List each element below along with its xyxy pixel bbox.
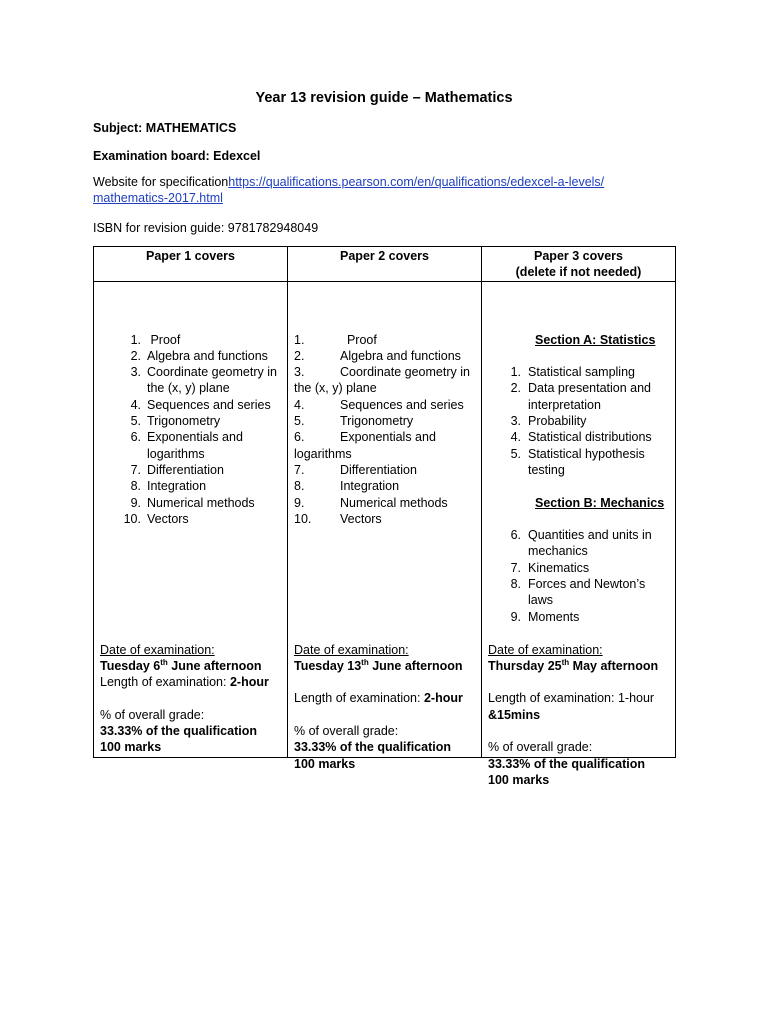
paper1-topic-item xyxy=(100,413,282,429)
paper3-grade-label: % of overall grade: xyxy=(488,740,593,755)
paper3-cell xyxy=(482,281,676,787)
paper1-cell xyxy=(94,281,288,757)
paper3-topic-item xyxy=(488,609,670,625)
paper1-topic-item-text: Integration xyxy=(147,479,207,494)
paper1-topic-item xyxy=(100,332,282,348)
paper2-topic-item-number: 5. xyxy=(294,414,305,429)
papers-table xyxy=(93,246,676,787)
paper1-topic-item-number: 9. xyxy=(130,495,141,510)
paper3-topic-item-number: 9. xyxy=(510,609,521,624)
paper2-topic-item xyxy=(294,478,476,494)
paper1-topic-item-text: Proof xyxy=(147,332,181,347)
paper2-topic-item xyxy=(294,462,476,478)
paper3-exam-info xyxy=(488,642,670,789)
paper1-date-label: Date of examination: xyxy=(100,642,215,657)
paper3-topic-item-number: 1. xyxy=(510,365,521,380)
paper2-topic-item xyxy=(294,364,476,397)
paper1-topic-list xyxy=(100,332,282,528)
paper1-topic-item-text: Algebra and functions xyxy=(147,348,268,363)
paper3-topic-item-number: 7. xyxy=(510,560,521,575)
paper1-topic-item xyxy=(100,397,282,413)
paper1-topic-item-text: Coordinate geometry in the (x, y) plane xyxy=(147,365,277,396)
paper2-topic-item-text: Differentiation xyxy=(340,462,417,477)
paper2-cell xyxy=(288,281,482,771)
paper3-topic-item-text: Kinematics xyxy=(528,560,590,575)
paper3-grade-value: 33.33% of the qualification xyxy=(488,756,645,771)
paper3-topic-item-number: 4. xyxy=(510,430,521,445)
section-b-heading: Section B: Mechanics xyxy=(535,495,665,510)
paper1-grade-label: % of overall grade: xyxy=(100,707,205,722)
paper3-date: Thursday 25th May afternoon xyxy=(488,657,659,673)
paper2-header: Paper 2 covers xyxy=(288,247,482,282)
paper1-length: Length of examination: 2-hour xyxy=(100,675,269,690)
paper3-topic-item-number: 2. xyxy=(510,381,521,396)
paper2-topic-item xyxy=(294,495,476,511)
paper1-topic-item-text: Exponentials and logarithms xyxy=(147,430,243,461)
paper2-topic-item-number: 9. xyxy=(294,495,305,510)
page-title: Year 13 revision guide – Mathematics xyxy=(255,90,513,106)
paper1-topic-item-number: 4. xyxy=(130,397,141,412)
paper3-header xyxy=(482,247,676,282)
paper3-date-label: Date of examination: xyxy=(488,642,603,657)
paper1-topic-item-number: 3. xyxy=(130,365,141,380)
paper1-topic-item-number: 7. xyxy=(130,462,141,477)
exam-board-line: Examination board: Edexcel xyxy=(93,149,261,163)
paper1-topic-item xyxy=(100,478,282,494)
paper3-topic-item-text: Moments xyxy=(528,609,580,624)
paper3-topic-item xyxy=(488,380,670,413)
paper1-grade-value: 33.33% of the qualification xyxy=(100,724,257,739)
paper1-topic-item-text: Trigonometry xyxy=(147,414,221,429)
paper3-topic-item xyxy=(488,576,670,609)
subject-line: Subject: MATHEMATICS xyxy=(93,121,237,135)
section-a-topic-list xyxy=(488,364,670,478)
paper1-topic-item-number: 8. xyxy=(130,479,141,494)
paper1-header: Paper 1 covers xyxy=(94,247,288,282)
paper1-topic-item-text: Differentiation xyxy=(147,462,224,477)
paper2-topic-item-text: Proof xyxy=(340,332,377,347)
paper2-topic-item-text: Vectors xyxy=(340,511,382,526)
paper2-exam-info xyxy=(294,642,476,772)
paper3-content xyxy=(488,332,670,625)
paper2-length: Length of examination: 2-hour xyxy=(294,691,463,706)
paper1-topic-item-number: 10. xyxy=(123,511,141,526)
paper1-exam-info xyxy=(100,642,282,756)
paper2-date-label: Date of examination: xyxy=(294,642,409,657)
paper3-topic-item-text: Data presentation and interpretation xyxy=(528,381,652,412)
paper1-topic-item-text: Sequences and series xyxy=(147,397,271,412)
paper3-length: Length of examination: 1-hour xyxy=(488,691,655,706)
paper1-topic-item xyxy=(100,511,282,527)
paper3-topic-item-text: Statistical sampling xyxy=(528,365,635,380)
paper2-grade-label: % of overall grade: xyxy=(294,724,399,739)
paper1-topic-item xyxy=(100,429,282,462)
paper2-topic-item-number: 2. xyxy=(294,348,305,363)
paper1-topic-item xyxy=(100,462,282,478)
website-line xyxy=(93,174,604,206)
paper2-topic-item-number: 4. xyxy=(294,397,305,412)
paper2-topic-item-number: 1. xyxy=(294,332,305,347)
paper3-marks: 100 marks xyxy=(488,772,550,787)
paper2-topic-item-number: 8. xyxy=(294,479,305,494)
paper2-topic-list xyxy=(294,332,476,528)
paper3-header-note: (delete if not needed) xyxy=(515,265,642,280)
paper2-topic-item-number: 10. xyxy=(294,511,312,526)
paper1-topic-item-number: 5. xyxy=(130,414,141,429)
paper3-topic-item-text: Statistical hypothesis testing xyxy=(528,446,645,477)
paper3-header-title: Paper 3 covers xyxy=(534,249,623,263)
paper2-topic-item xyxy=(294,511,476,527)
paper3-length-value: &15mins xyxy=(488,707,541,722)
specification-link-continued[interactable]: mathematics-2017.html xyxy=(93,191,223,205)
paper3-topic-item-number: 6. xyxy=(510,528,521,543)
paper1-topic-item-number: 2. xyxy=(130,348,141,363)
paper2-topic-item-number: 6. xyxy=(294,430,305,445)
paper3-topic-item xyxy=(488,364,670,380)
paper2-topic-item xyxy=(294,332,476,348)
paper1-topic-item-number: 6. xyxy=(130,430,141,445)
paper1-marks: 100 marks xyxy=(100,740,162,755)
paper2-topic-item-number: 7. xyxy=(294,462,305,477)
paper2-topic-item-number: 3. xyxy=(294,365,305,380)
paper2-topic-item-text: Coordinate geometry in the (x, y) plane xyxy=(294,365,470,396)
section-a-heading: Section A: Statistics xyxy=(535,332,656,347)
paper2-topic-item-text: Trigonometry xyxy=(340,414,414,429)
paper2-topic-item xyxy=(294,348,476,364)
paper2-topic-item-text: Integration xyxy=(340,479,400,494)
paper3-topic-item xyxy=(488,527,670,560)
paper2-grade-value: 33.33% of the qualification xyxy=(294,740,451,755)
paper2-topic-item-text: Exponentials and logarithms xyxy=(294,430,436,461)
table-content-row xyxy=(94,281,676,757)
paper3-topic-item-number: 5. xyxy=(510,446,521,461)
paper3-topic-item xyxy=(488,560,670,576)
paper3-topic-item-text: Statistical distributions xyxy=(528,430,652,445)
paper3-topic-item-text: Probability xyxy=(528,414,587,429)
paper1-topic-item-text: Numerical methods xyxy=(147,495,255,510)
paper2-topic-item xyxy=(294,397,476,413)
specification-link[interactable]: https://qualifications.pearson.com/en/qualifications/edexcel-a-levels/ xyxy=(228,175,605,189)
paper2-date: Tuesday 13th June afternoon xyxy=(294,657,463,673)
website-label: Website for specification xyxy=(93,175,229,189)
paper3-topic-item xyxy=(488,429,670,445)
paper3-topic-item-number: 8. xyxy=(510,577,521,592)
section-b-topic-list xyxy=(488,527,670,625)
paper2-topic-item xyxy=(294,413,476,429)
paper2-topic-item-text: Sequences and series xyxy=(340,397,464,412)
paper1-topic-item-number: 1. xyxy=(130,332,141,347)
paper3-topic-item-text: Quantities and units in mechanics xyxy=(528,528,652,559)
paper1-topic-item xyxy=(100,348,282,364)
paper3-topic-item-number: 3. xyxy=(510,414,521,429)
paper2-topic-item-text: Numerical methods xyxy=(340,495,448,510)
paper1-topic-item-text: Vectors xyxy=(147,511,189,526)
table-header-row xyxy=(94,247,676,282)
paper3-topic-item xyxy=(488,446,670,479)
paper2-topic-item xyxy=(294,429,476,462)
paper2-topic-item-text: Algebra and functions xyxy=(340,348,461,363)
paper1-date: Tuesday 6th June afternoon xyxy=(100,657,262,673)
isbn-line: ISBN for revision guide: 9781782948049 xyxy=(93,221,319,235)
paper3-topic-item-text: Forces and Newton’s laws xyxy=(528,577,646,608)
paper3-topic-item xyxy=(488,413,670,429)
paper2-marks: 100 marks xyxy=(294,756,356,771)
paper1-topic-item xyxy=(100,495,282,511)
paper1-topic-item xyxy=(100,364,282,397)
